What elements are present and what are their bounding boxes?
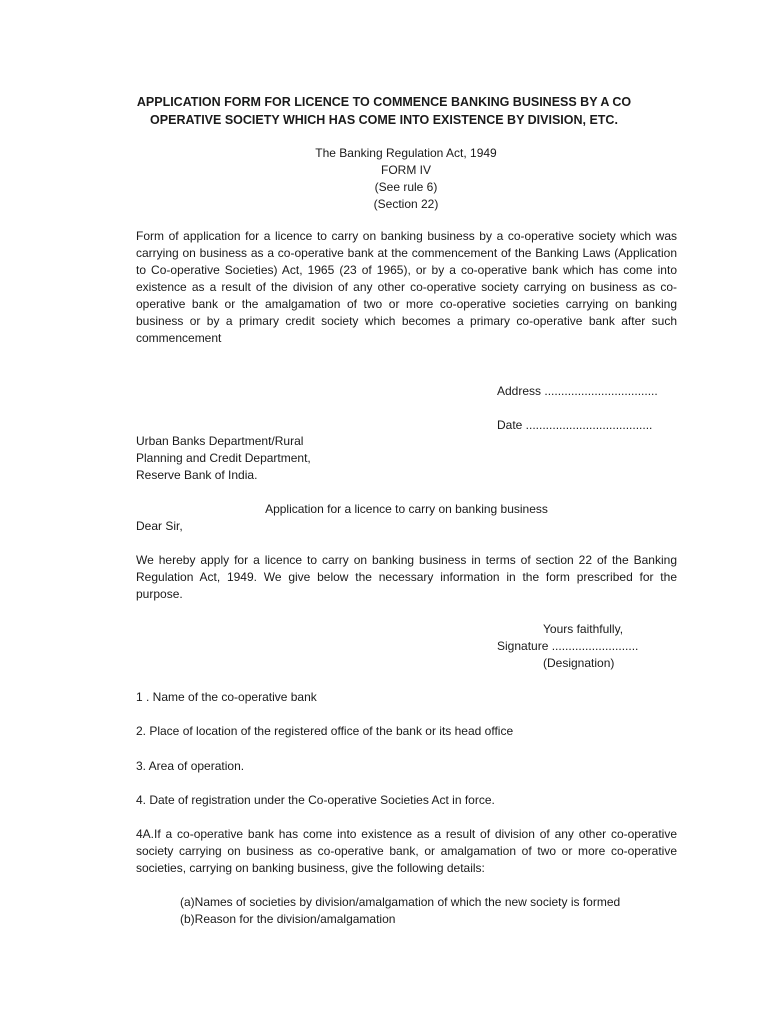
form-title-line-2: OPERATIVE SOCIETY WHICH HAS COME INTO EXISTENCE BY DIVISION, ETC. (150, 113, 618, 127)
application-paragraph: We hereby apply for a licence to carry on banking business in terms of section 22 of the Banking Regulation Act, 1949. We give below the necessary information in the form prescribed for the purpose. (136, 553, 677, 601)
salutation: Dear Sir, (136, 519, 183, 533)
recipient-line-1: Urban Banks Department/Rural (136, 434, 304, 448)
subitem-a-society-names: (a)Names of societies by division/amalgamation of which the new society is formed (180, 895, 621, 909)
designation-label: (Designation) (543, 656, 615, 670)
address-line: Address .................................. (497, 384, 658, 398)
form-title (100, 93, 668, 129)
closing-yours-faithfully: Yours faithfully, (543, 622, 624, 636)
subitem-b-reason: (b)Reason for the division/amalgamation (180, 912, 396, 926)
form-subheading (134, 145, 678, 213)
item-4-registration-date: 4. Date of registration under the Co-operative Societies Act in force. (136, 793, 495, 807)
item-1-bank-name: 1 . Name of the co-operative bank (136, 690, 317, 704)
subject-line: Application for a licence to carry on banking business (265, 502, 548, 516)
form-title-line-1: APPLICATION FORM FOR LICENCE TO COMMENCE BANKING BUSINESS BY A CO (136, 95, 632, 109)
item-4a-division-details: 4A.If a co-operative bank has come into existence as a result of division of any other co-operative society carrying on business as co-operative bank, or amalgamation of two or more co-operative societies, carrying on banking business, give the following details: (136, 827, 677, 875)
recipient-block (136, 433, 311, 484)
item-3-area-of-operation: 3. Area of operation. (136, 759, 245, 773)
signature-line: Signature .......................... (497, 639, 639, 653)
date-line: Date ...................................... (497, 418, 653, 432)
recipient-line-2: Planning and Credit Department, (136, 451, 311, 465)
act-name: The Banking Regulation Act, 1949 (315, 146, 497, 160)
item-4a-subitems (180, 894, 620, 928)
rule-reference: (See rule 6) (374, 180, 438, 194)
signature-block (497, 621, 638, 672)
item-2-office-location: 2. Place of location of the registered office of the bank or its head office (136, 724, 514, 738)
recipient-line-3: Reserve Bank of India. (136, 468, 258, 482)
section-reference: (Section 22) (373, 197, 439, 211)
intro-paragraph: Form of application for a licence to carry on banking business by a co-operative society which was carrying on business as a co-operative bank at the commencement of the Banking Laws (Application to Co-operative Societies) Act, 1965 (23 of 1965), or by a co-operative bank which has come into existence as a result of the division of any other co-operative society carrying on business as co-operative bank or the amalgamation of two or more co-operative societies carrying on banking business or by a primary credit society which becomes a primary co-operative bank after such commencement (136, 229, 677, 345)
form-number: FORM IV (381, 163, 431, 177)
